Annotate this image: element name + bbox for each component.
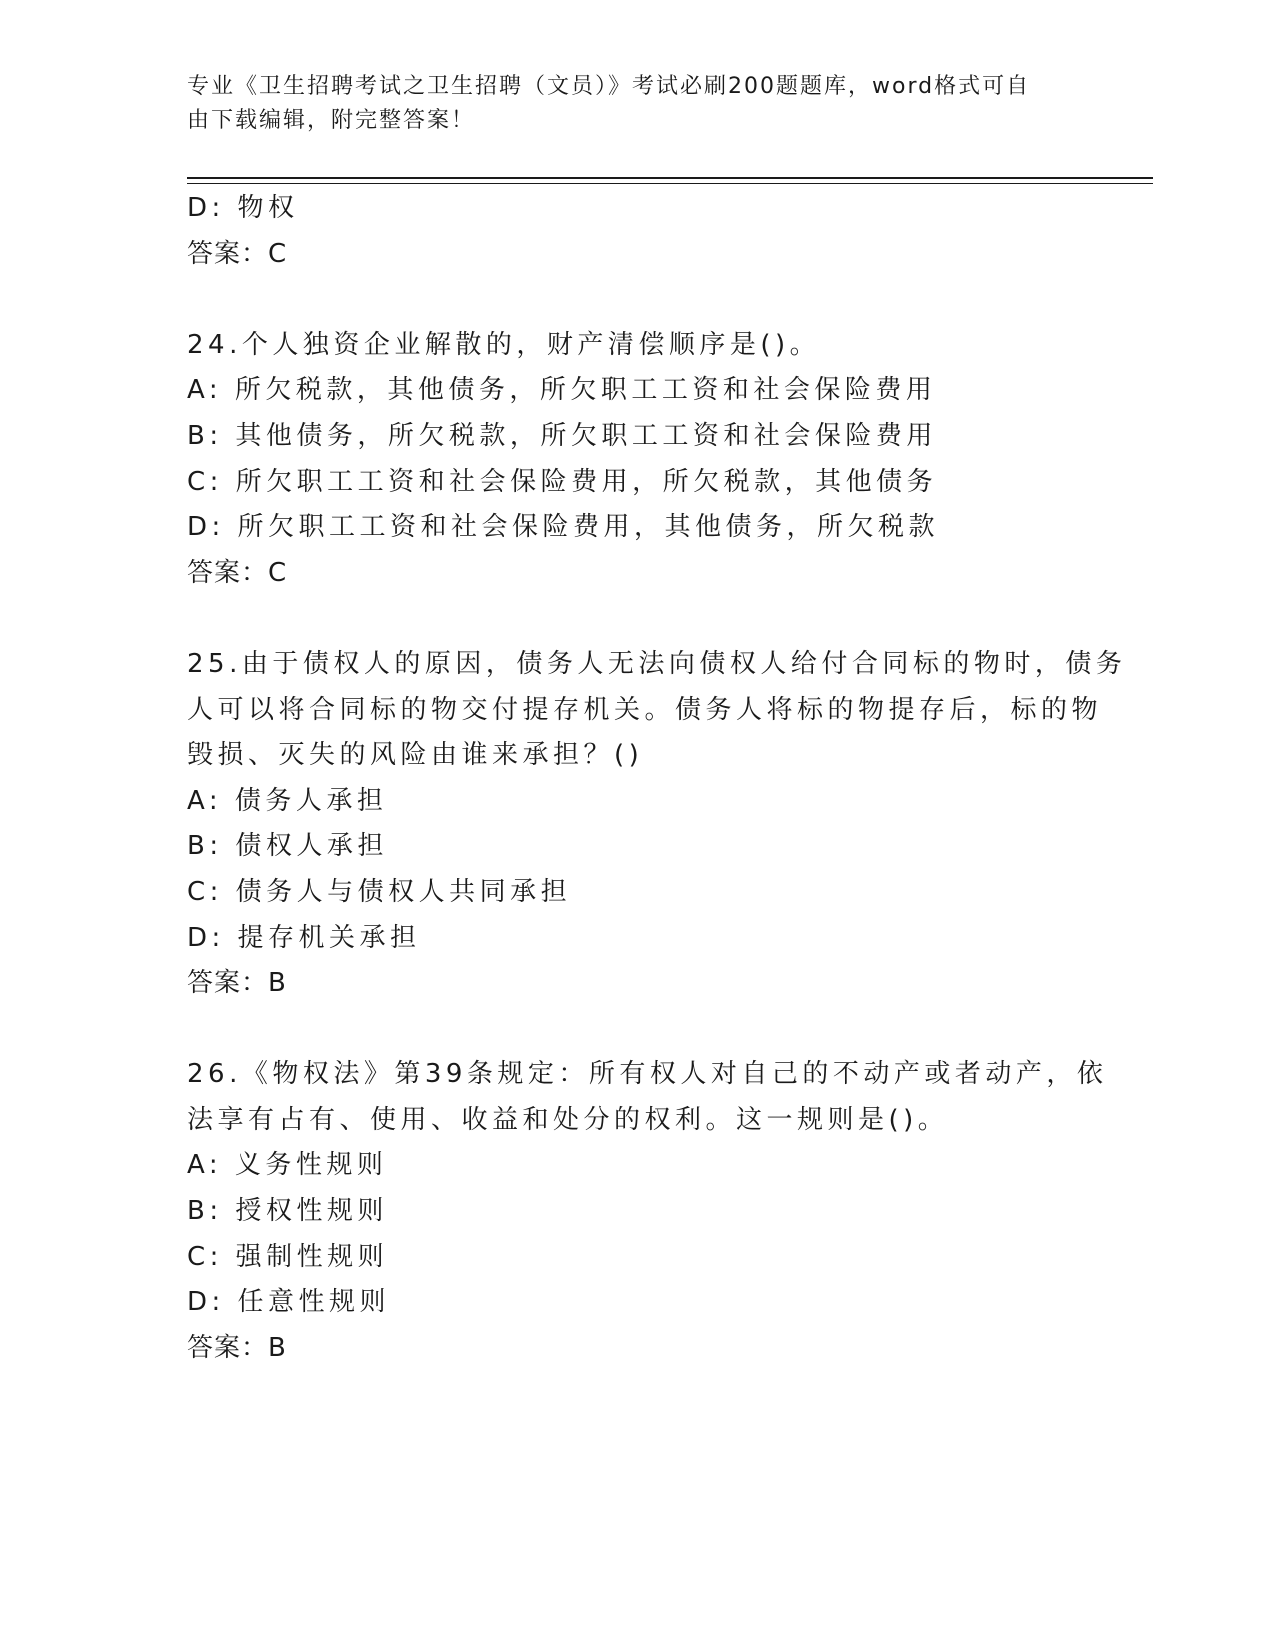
spacer (187, 596, 1087, 642)
header-line-2: 由下载编辑，附完整答案！ (187, 108, 476, 133)
option-b: B: 其他债务，所欠税款，所欠职工工资和社会保险费用 (187, 420, 937, 451)
header-line-1: 专业《卫生招聘考试之卫生招聘（文员）》考试必刷200题题库，word格式可自 (187, 74, 1031, 99)
answer-line: 答案：B (187, 968, 287, 999)
header-divider-thin (187, 183, 1153, 184)
option-d: D: 提存机关承担 (187, 922, 421, 953)
header-divider-thick (187, 177, 1153, 179)
question-24 (187, 323, 1087, 597)
option-b: B: 债权人承担 (187, 831, 388, 862)
document-header (187, 70, 1067, 138)
option-c: C: 所欠职工工资和社会保险费用，所欠税款，其他债务 (187, 466, 938, 497)
question-26 (187, 1052, 1108, 1371)
question-25 (187, 642, 1127, 1007)
answer-line: 答案：C (187, 238, 288, 269)
option-c: C: 债务人与债权人共同承担 (187, 876, 572, 907)
option-a: A: 所欠税款，其他债务，所欠职工工资和社会保险费用 (187, 375, 937, 406)
option-a: A: 债务人承担 (187, 785, 388, 816)
option-d: D: 物权 (187, 193, 299, 223)
spacer (187, 1007, 1087, 1053)
question-stem-line-2: 法享有占有、使用、收益和处分的权利。这一规则是()。 (187, 1104, 949, 1135)
spacer (187, 277, 1087, 323)
document-body (187, 186, 1127, 1371)
option-c: C: 强制性规则 (187, 1241, 389, 1272)
option-a: A: 义务性规则 (187, 1150, 388, 1181)
question-stem-line-1: 25.由于债权人的原因，债务人无法向债权人给付合同标的物时，债务 (187, 648, 1127, 679)
option-b: B: 授权性规则 (187, 1196, 388, 1227)
option-d: D: 任意性规则 (187, 1287, 391, 1318)
question-stem-line-3: 毁损、灭失的风险由谁来承担？() (187, 740, 644, 771)
question-23-tail (187, 186, 1087, 277)
question-stem-line-1: 26.《物权法》第39条规定：所有权人对自己的不动产或者动产，依 (187, 1059, 1108, 1090)
answer-line: 答案：C (187, 557, 288, 588)
option-d: D: 所欠职工工资和社会保险费用，其他债务，所欠税款 (187, 512, 940, 543)
question-stem: 24.个人独资企业解散的，财产清偿顺序是()。 (187, 329, 821, 360)
answer-line: 答案：B (187, 1332, 287, 1363)
question-stem-line-2: 人可以将合同标的物交付提存机关。债务人将标的物提存后，标的物 (187, 694, 1103, 725)
